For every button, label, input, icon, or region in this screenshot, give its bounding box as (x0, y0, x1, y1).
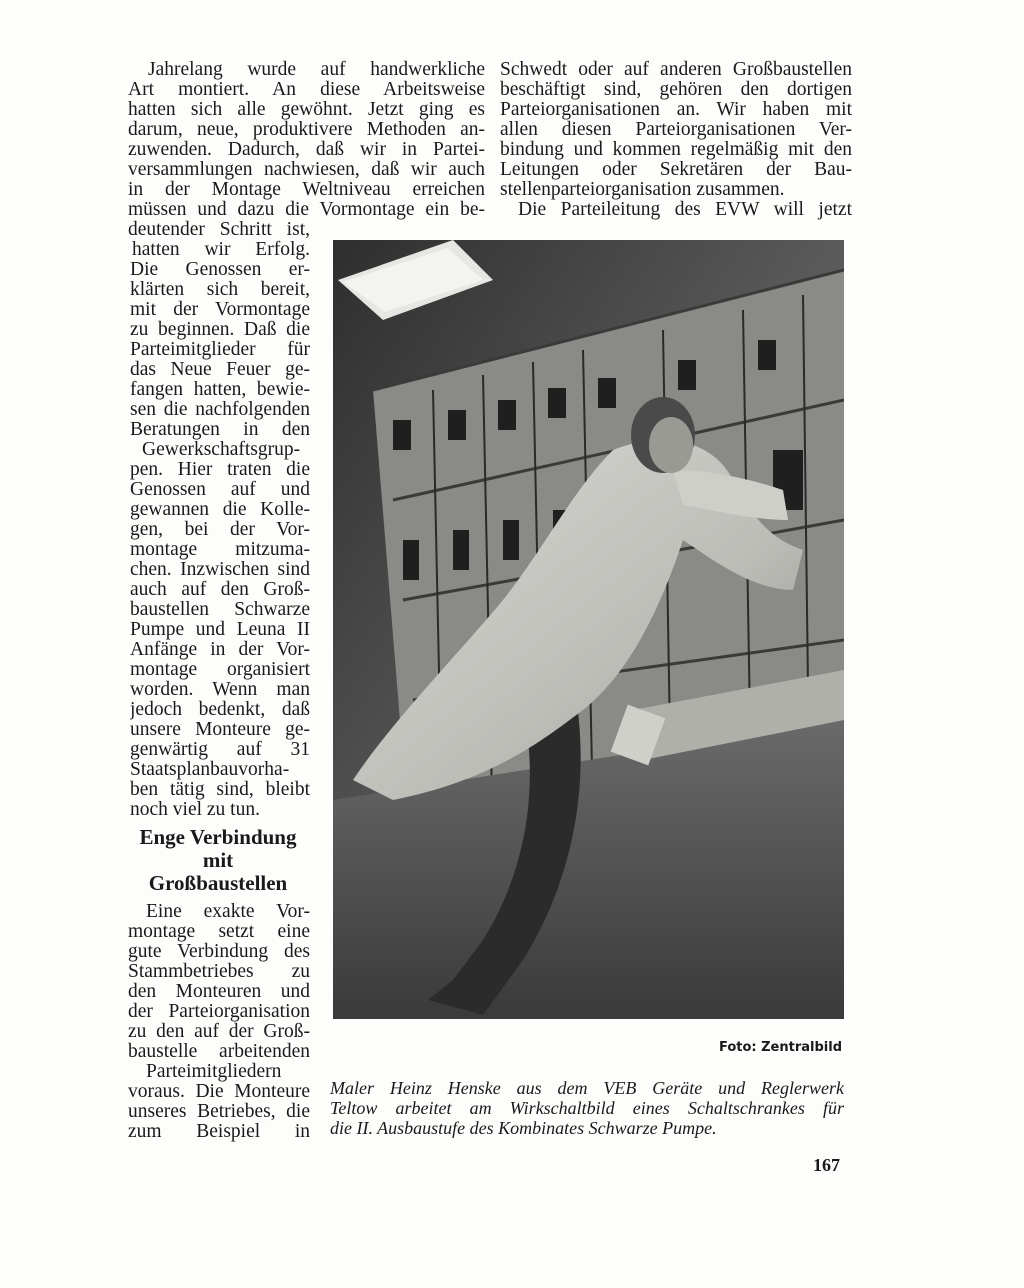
text-line: Beratungen in den (130, 420, 310, 440)
text-line: Eine exakte Vor- (146, 902, 310, 922)
text-line: Parteiorganisationen an. Wir haben mit (500, 100, 852, 120)
text-line: montage mitzuma- (130, 540, 310, 560)
text-line: worden. Wenn man (130, 680, 310, 700)
text-line: Staatsplanbauvorha- (130, 760, 290, 780)
text-line: den Monteuren und (128, 982, 310, 1002)
text-line: baustelle arbeitenden (128, 1042, 310, 1062)
text-line: Leitungen oder Sekretären der Bau- (500, 160, 852, 180)
text-line: genwärtig auf 31 (130, 740, 310, 760)
text-line: Jahrelang wurde auf handwerkliche (148, 60, 485, 80)
text-line: sen die nachfolgenden (130, 400, 310, 420)
text-line: gute Verbindung des (128, 942, 310, 962)
photo-illustration (333, 240, 844, 1019)
text-line: ben tätig sind, bleibt (130, 780, 310, 800)
text-line: Pumpe und Leuna II (130, 620, 310, 640)
text-line: fangen hatten, bewie- (130, 380, 310, 400)
text-line: Art montiert. An diese Arbeitsweise (128, 80, 485, 100)
text-line: jedoch bedenkt, daß (130, 700, 310, 720)
text-line: montage setzt eine (128, 922, 310, 942)
text-line: versammlungen nachwiesen, daß wir auch (128, 160, 485, 180)
text-line: bindung und kommen regelmäßig mit den (500, 140, 852, 160)
text-line: Gewerkschaftsgrup- (142, 440, 301, 460)
text-line: montage organisiert (130, 660, 310, 680)
text-line: baustellen Schwarze (130, 600, 310, 620)
text-line: zum Beispiel in (128, 1122, 310, 1142)
text-line: Genossen auf und (130, 480, 310, 500)
text-line: Stammbetriebes zu (128, 962, 310, 982)
text-line: auch auf den Groß- (130, 580, 310, 600)
text-line: Parteimitglieder für (130, 340, 310, 360)
heading-line: Großbaustellen (148, 871, 288, 895)
text-line: pen. Hier traten die (130, 460, 310, 480)
text-line: hatten sich alle gewöhnt. Jetzt ging es (128, 100, 485, 120)
text-line: stellenparteiorganisation zusammen. (500, 180, 785, 200)
text-line: Anfänge in der Vor- (130, 640, 310, 660)
text-line: unseres Betriebes, die (128, 1102, 310, 1122)
text-line: Schwedt oder auf anderen Großbaustellen (500, 60, 852, 80)
text-line: Parteimitgliedern (146, 1062, 282, 1082)
text-line: mit der Vormontage (130, 300, 310, 320)
section-heading (128, 826, 308, 895)
text-line: gen, bei der Vor- (130, 520, 310, 540)
caption-line: die II. Ausbaustufe des Kombinates Schwarze Pumpe. (330, 1118, 717, 1138)
heading-line: mit (202, 848, 234, 872)
text-line: deutender Schritt ist, (128, 220, 310, 240)
text-line: allen diesen Parteiorganisationen Ver- (500, 120, 852, 140)
text-line: klärten sich bereit, (130, 280, 310, 300)
text-line: chen. Inzwischen sind (130, 560, 310, 580)
text-line: Die Genossen er- (130, 260, 310, 280)
text-line: müssen und dazu die Vormontage ein be- (128, 200, 485, 220)
page-number: 167 (813, 1155, 840, 1175)
text-line: zu beginnen. Daß die (130, 320, 310, 340)
text-line: zu den auf der Groß- (128, 1022, 310, 1042)
text-line: darum, neue, produktivere Methoden an- (128, 120, 485, 140)
text-line: zuwenden. Dadurch, daß wir in Partei- (128, 140, 485, 160)
text-line: unsere Monteure ge- (130, 720, 310, 740)
photo-credit: Foto: Zentralbild (718, 1040, 842, 1055)
text-line: voraus. Die Monteure (128, 1082, 310, 1102)
text-line: noch viel zu tun. (130, 800, 260, 820)
photograph-painter-at-control-panel (333, 240, 844, 1019)
caption-line: Teltow arbeitet am Wirkschaltbild eines Schaltschrankes für (330, 1098, 844, 1118)
heading-line: Enge Verbindung (139, 825, 297, 849)
caption-line: Maler Heinz Henske aus dem VEB Geräte und Reglerwerk (330, 1078, 844, 1098)
text-line: das Neue Feuer ge- (130, 360, 310, 380)
text-line: gewannen die Kolle- (130, 500, 310, 520)
text-line: der Parteiorganisation (128, 1002, 310, 1022)
text-line: Die Parteileitung des EVW will jetzt (518, 200, 852, 220)
text-line: in der Montage Weltniveau erreichen (128, 180, 485, 200)
text-line: beschäftigt sind, gehören den dortigen (500, 80, 852, 100)
text-line: hatten wir Erfolg. (132, 240, 310, 260)
